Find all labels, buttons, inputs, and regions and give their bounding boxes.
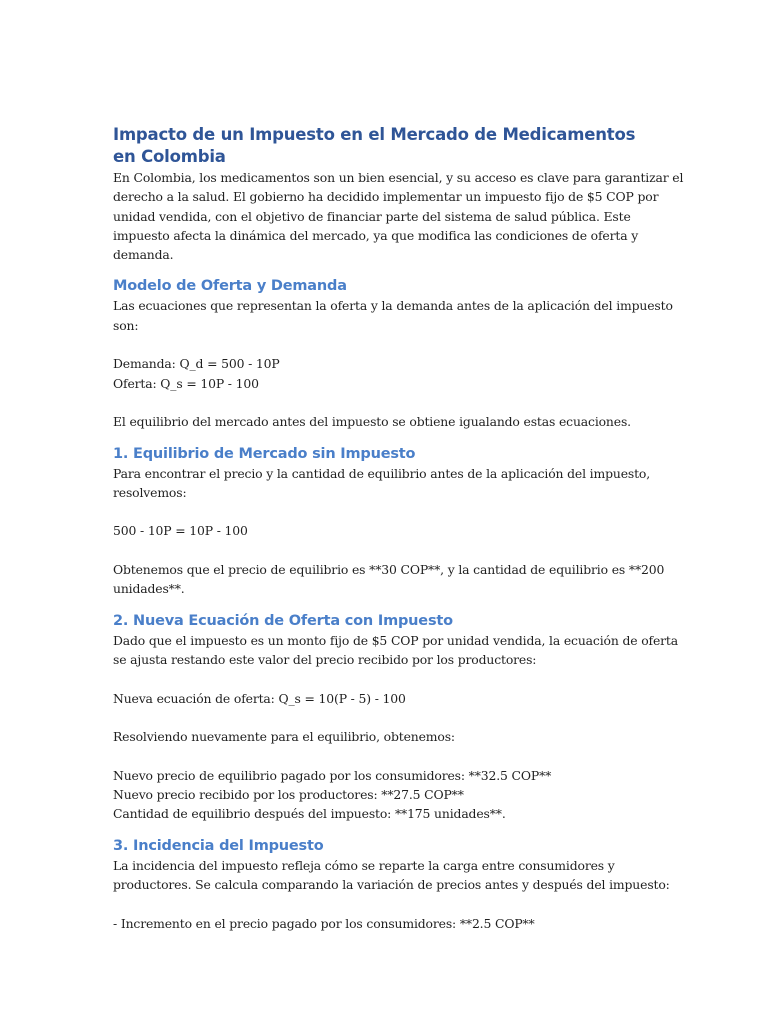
bullet-item: - Incremento en el precio pagado por los consumidores: **2.5 COP** bbox=[113, 915, 535, 931]
text-line: La incidencia del impuesto refleja cómo se reparte la carga entre consumidores y bbox=[113, 857, 615, 873]
text-line: se ajusta restando este valor del precio recibido por los productores: bbox=[113, 651, 537, 667]
supply-equation: Oferta: Q_s = 10P - 100 bbox=[113, 375, 259, 391]
section-model-text bbox=[113, 296, 673, 335]
section-2-results bbox=[113, 766, 658, 824]
text-line: Obtenemos que el precio de equilibrio es **30 COP**, y la cantidad de equilibrio es **200 bbox=[113, 562, 665, 578]
section-2-text bbox=[113, 631, 678, 670]
new-supply-equation: Nueva ecuación de oferta: Q_s = 10(P - 5) - 100 bbox=[113, 690, 406, 706]
text-line: unidades**. bbox=[113, 581, 185, 597]
intro-line: demanda. bbox=[113, 247, 174, 263]
document-page bbox=[113, 124, 684, 933]
text-line: son: bbox=[113, 317, 139, 333]
intro-line: derecho a la salud. El gobierno ha decidido implementar un impuesto fijo de $5 COP por bbox=[113, 189, 659, 205]
intro-line: impuesto afecta la dinámica del mercado, ya que modifica las condiciones de oferta y bbox=[113, 227, 639, 243]
result-line: Nuevo precio de equilibrio pagado por los consumidores: **32.5 COP** bbox=[113, 767, 552, 783]
section-2-heading: 2. Nueva Ecuación de Oferta con Impuesto bbox=[113, 612, 453, 629]
section-3-heading: 3. Incidencia del Impuesto bbox=[113, 837, 324, 854]
intro-line: unidad vendida, con el objetivo de financiar parte del sistema de salud pública. Este bbox=[113, 208, 631, 224]
text-line: Las ecuaciones que representan la oferta y la demanda antes de la aplicación del impuesto bbox=[113, 298, 673, 314]
intro-paragraph bbox=[113, 168, 684, 264]
text-line: Para encontrar el precio y la cantidad de equilibrio antes de la aplicación del impuesto, bbox=[113, 465, 651, 481]
equilibrium-equation: 500 - 10P = 10P - 100 bbox=[113, 523, 248, 539]
result-line: Cantidad de equilibrio después del impuesto: **175 unidades**. bbox=[113, 806, 506, 822]
resolve-text: Resolviendo nuevamente para el equilibrio, obtenemos: bbox=[113, 729, 455, 745]
document-title: Impacto de un Impuesto en el Mercado de Medicamentos en Colombia bbox=[113, 125, 636, 166]
section-3 bbox=[113, 836, 670, 933]
section-1 bbox=[113, 444, 665, 599]
section-model bbox=[113, 276, 673, 431]
equations-block bbox=[113, 354, 658, 393]
section-1-text bbox=[113, 464, 658, 503]
section-2 bbox=[113, 611, 678, 824]
intro-line: En Colombia, los medicamentos son un bien esencial, y su acceso es clave para garantizar el bbox=[113, 170, 684, 185]
demand-equation: Demanda: Q_d = 500 - 10P bbox=[113, 356, 280, 372]
section-1-result bbox=[113, 560, 665, 599]
text-line: productores. Se calcula comparando la variación de precios antes y después del impuesto: bbox=[113, 876, 670, 892]
equilibrium-note: El equilibrio del mercado antes del impuesto se obtiene igualando estas ecuaciones. bbox=[113, 414, 631, 430]
section-3-text bbox=[113, 856, 670, 895]
text-line: resolvemos: bbox=[113, 484, 187, 500]
section-model-heading: Modelo de Oferta y Demanda bbox=[113, 278, 347, 295]
result-line: Nuevo precio recibido por los productores: **27.5 COP** bbox=[113, 787, 464, 803]
section-1-heading: 1. Equilibrio de Mercado sin Impuesto bbox=[113, 445, 416, 462]
text-line: Dado que el impuesto es un monto fijo de $5 COP por unidad vendida, la ecuación de oferta bbox=[113, 632, 678, 648]
